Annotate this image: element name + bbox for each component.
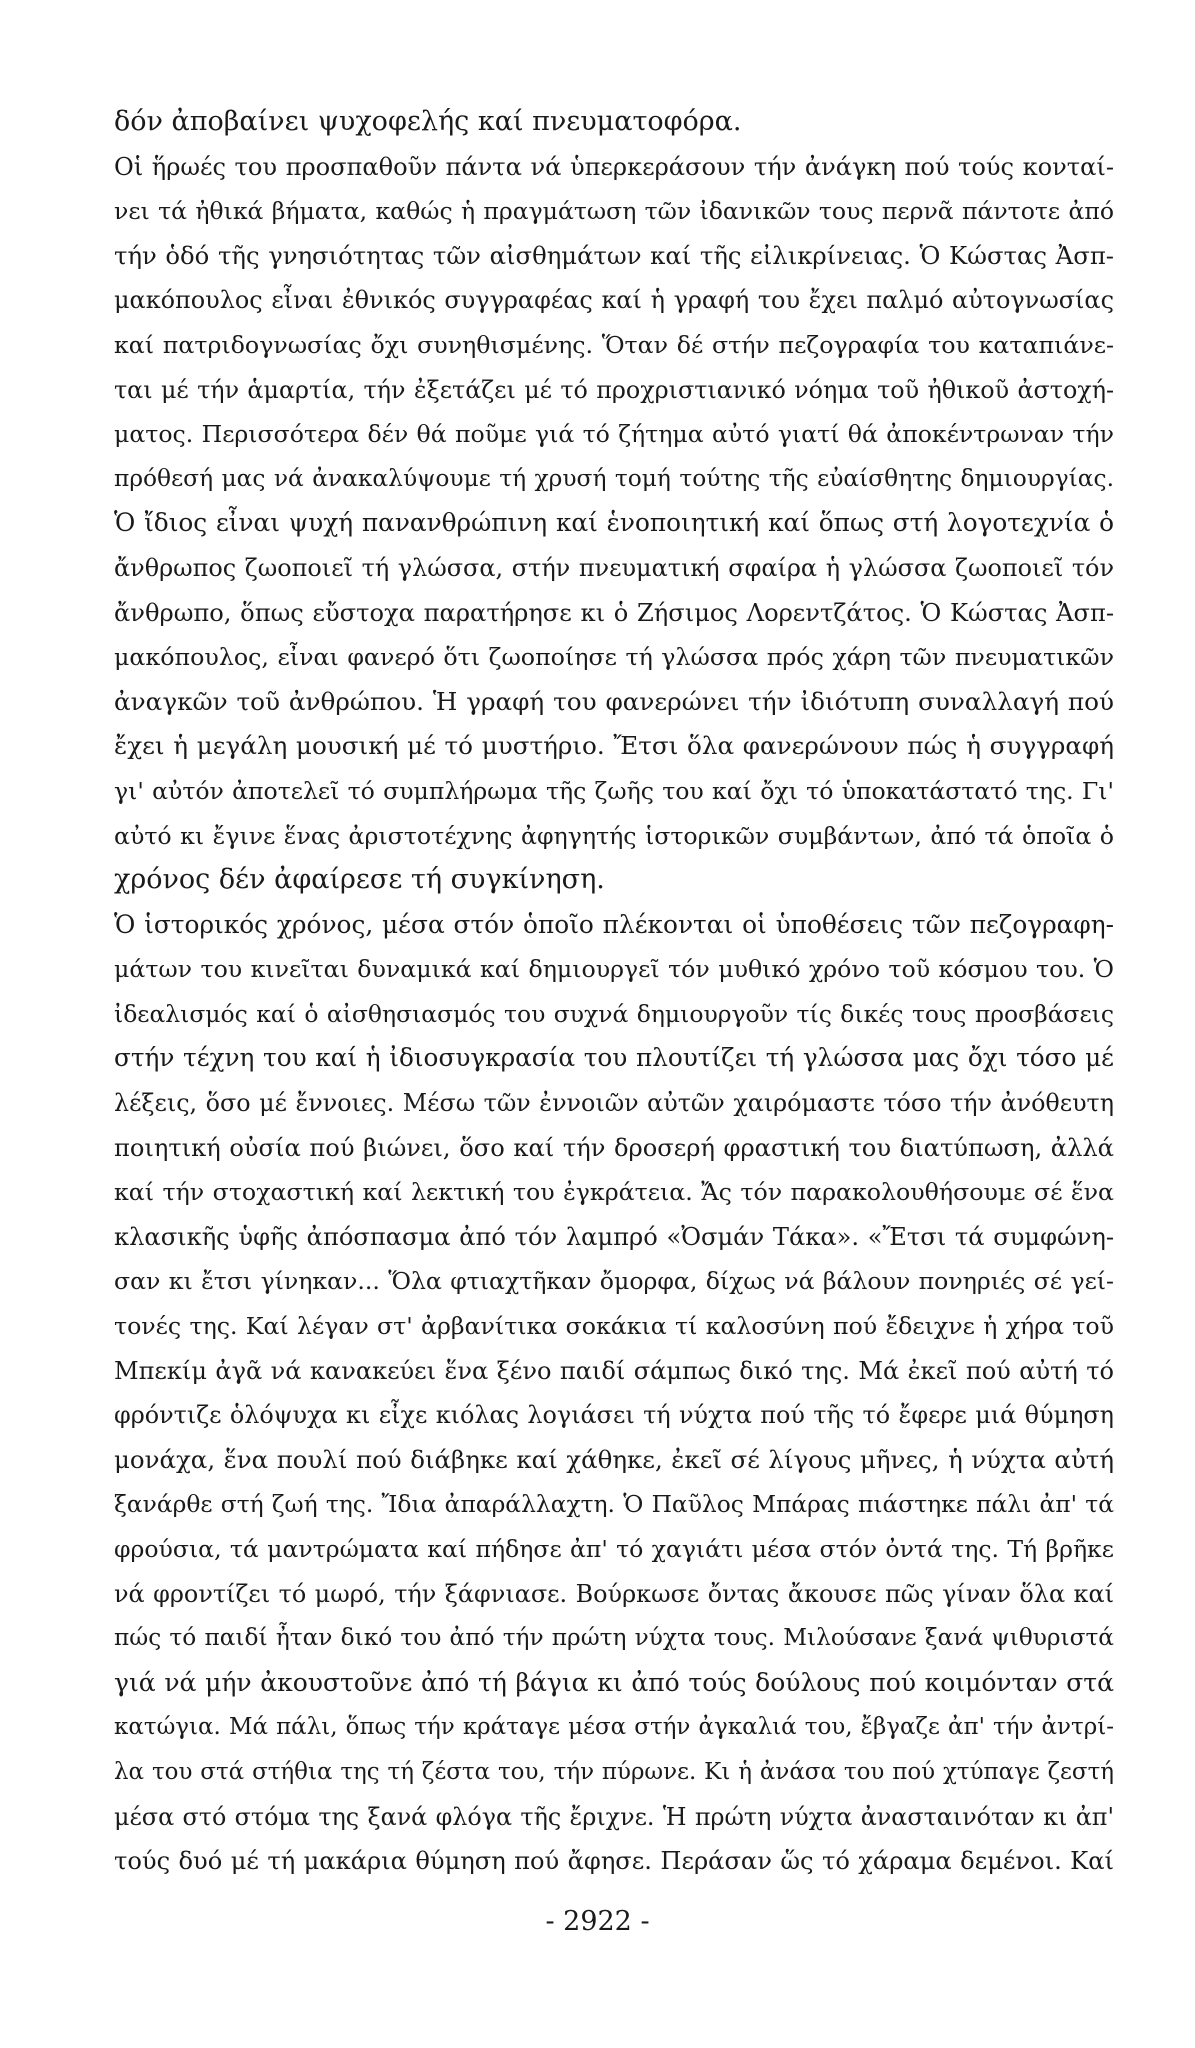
- text-line: τονές της. Καί λέγαν στ' ἀρβανίτικα σοκάκια τί καλοσύνη πού ἔδειχνε ἡ χήρα τοῦ: [114, 1312, 1114, 1341]
- text-line: ἔχει ἡ μεγάλη μουσική μέ τό μυστήριο. Ἔτσι ὅλα φανερώνουν πώς ἡ συγγραφή: [114, 731, 1114, 761]
- text-line: νά φροντίζει τό μωρό, τήν ξάφνιασε. Βούρκωσε ὄντας ἄκουσε πῶς γίναν ὅλα καί: [114, 1579, 1114, 1608]
- text-line: μέσα στό στόμα της ξανά φλόγα τῆς ἔριχνε. Ἡ πρώτη νύχτα ἀνασταινόταν κι ἀπ': [114, 1802, 1114, 1831]
- text-line: ἄνθρωπος ζωοποιεῖ τή γλώσσα, στήν πνευματική σφαίρα ἡ γλώσσα ζωοποιεῖ τόν: [114, 553, 1114, 582]
- text-line: χρόνος δέν ἀφαίρεσε τή συγκίνηση.: [114, 864, 605, 896]
- body-text: [114, 100, 1114, 1884]
- text-line: Μπεκίμ ἀγᾶ νά κανακεύει ἕνα ξένο παιδί σάμπως δικό της. Μά ἐκεῖ πού αὐτή τό: [114, 1356, 1114, 1385]
- text-line: νει τά ἠθικά βήματα, καθώς ἡ πραγμάτωση τῶν ἰδανικῶν τους περνᾶ πάντοτε ἀπό: [114, 197, 1114, 226]
- text-line: στήν τέχνη του καί ἡ ἰδιοσυγκρασία του πλουτίζει τή γλώσσα μας ὄχι τόσο μέ: [114, 1043, 1114, 1073]
- page-number: - 2922 -: [545, 1906, 650, 1937]
- text-line: ἰδεαλισμός καί ὁ αἰσθησιασμός του συχνά δημιουργοῦν τίς δικές τους προσβάσεις: [114, 999, 1114, 1028]
- text-line: πώς τό παιδί ἦταν δικό του ἀπό τήν πρώτη νύχτα τους. Μιλούσανε ξανά ψιθυριστά: [114, 1624, 1114, 1652]
- text-line: γι' αὐτόν ἀποτελεῖ τό συμπλήρωμα τῆς ζωῆς του καί ὄχι τό ὑποκατάστατό της. Γι': [114, 776, 1114, 805]
- text-line: ἄνθρωπο, ὅπως εὔστοχα παρατήρησε κι ὁ Ζήσιμος Λορεντζάτος. Ὁ Κώστας Ἀσπ-: [114, 598, 1114, 627]
- text-line: σαν κι ἔτσι γίνηκαν... Ὅλα φτιαχτῆκαν ὄμορφα, δίχως νά βάλουν πονηριές σέ γεί-: [114, 1267, 1114, 1296]
- text-line: κλασικῆς ὑφῆς ἀπόσπασμα ἀπό τόν λαμπρό «Ὀσμάν Τάκα». «Ἔτσι τά συμφώνη-: [114, 1222, 1114, 1251]
- text-line: ἀναγκῶν τοῦ ἀνθρώπου. Ἡ γραφή του φανερώνει τήν ἰδιότυπη συναλλαγή πού: [114, 686, 1114, 716]
- text-line: Ὁ ἱστορικός χρόνος, μέσα στόν ὁποῖο πλέκονται οἱ ὑποθέσεις τῶν πεζογραφη-: [114, 909, 1114, 939]
- text-line: μάτων του κινεῖται δυναμικά καί δημιουργεῖ τόν μυθικό χρόνο τοῦ κόσμου του. Ὁ: [114, 955, 1114, 984]
- text-line: αὐτό κι ἔγινε ἕνας ἀριστοτέχνης ἀφηγητής ἱστορικῶν συμβάντων, ἀπό τά ὁποῖα ὁ: [114, 821, 1114, 850]
- text-line: δόν ἀποβαίνει ψυχοφελής καί πνευματοφόρα.: [114, 106, 742, 137]
- text-line: πρόθεσή μας νά ἀνακαλύψουμε τή χρυσή τομή τούτης τῆς εὐαίσθητης δημιουργίας.: [114, 464, 1114, 492]
- text-line: καί πατριδογνωσίας ὄχι συνηθισμένης. Ὅταν δέ στήν πεζογραφία του καταπιάνε-: [114, 330, 1114, 359]
- text-line: φρόντιζε ὁλόψυχα κι εἶχε κιόλας λογιάσει τή νύχτα πού τῆς τό ἔφερε μιά θύμηση: [114, 1401, 1114, 1430]
- text-line: ται μέ τήν ἁμαρτία, τήν ἐξετάζει μέ τό προχριστιανικό νόημα τοῦ ἠθικοῦ ἀστοχή-: [114, 375, 1114, 404]
- text-line: ποιητική οὐσία πού βιώνει, ὅσο καί τήν δροσερή φραστική του διατύπωση, ἀλλά: [114, 1133, 1114, 1162]
- text-line: γιά νά μήν ἀκουστοῦνε ἀπό τή βάγια κι ἀπό τούς δούλους πού κοιμόνταν στά: [114, 1667, 1114, 1697]
- text-line: τήν ὁδό τῆς γνησιότητας τῶν αἰσθημάτων καί τῆς εἰλικρίνειας. Ὁ Κώστας Ἀσπ-: [114, 240, 1114, 270]
- text-line: λα του στά στήθια της τή ζέστα του, τήν πύρωνε. Κι ἡ ἀνάσα του πού χτύπαγε ζεστή: [114, 1758, 1114, 1785]
- text-line: μακόπουλος εἶναι ἐθνικός συγγραφέας καί ἡ γραφή του ἔχει παλμό αὐτογνωσίας: [114, 286, 1114, 315]
- text-line: φρούσια, τά μαντρώματα καί πήδησε ἀπ' τό χαγιάτι μέσα στόν ὀντά της. Τή βρῆκε: [114, 1535, 1114, 1563]
- text-line: τούς δυό μέ τή μακάρια θύμηση πού ἄφησε. Περάσαν ὥς τό χάραμα δεμένοι. Καί: [114, 1847, 1114, 1876]
- text-line: λέξεις, ὅσο μέ ἔννοιες. Μέσω τῶν ἐννοιῶν αὐτῶν χαιρόμαστε τόσο τήν ἀνόθευτη: [114, 1089, 1114, 1118]
- text-line: κατώγια. Μά πάλι, ὅπως τήν κράταγε μέσα στήν ἀγκαλιά του, ἔβγαζε ἀπ' τήν ἀντρί-: [114, 1714, 1114, 1741]
- text-line: Οἱ ἥρωές του προσπαθοῦν πάντα νά ὑπερκεράσουν τήν ἀνάγκη πού τούς κονταί-: [114, 152, 1114, 181]
- text-line: μακόπουλος, εἶναι φανερό ὅτι ζωοποίησε τή γλώσσα πρός χάρη τῶν πνευματικῶν: [114, 643, 1114, 672]
- text-line: Ὁ ἴδιος εἶναι ψυχή πανανθρώπινη καί ἑνοποιητική καί ὅπως στή λογοτεχνία ὁ: [114, 508, 1114, 538]
- text-line: ξανάρθε στή ζωή της. Ἴδια ἀπαράλλαχτη. Ὁ Παῦλος Μπάρας πιάστηκε πάλι ἀπ' τά: [114, 1490, 1114, 1519]
- text-line: μονάχα, ἕνα πουλί πού διάβηκε καί χάθηκε, ἐκεῖ σέ λίγους μῆνες, ἡ νύχτα αὐτή: [114, 1444, 1114, 1474]
- text-line: ματος. Περισσότερα δέν θά ποῦμε γιά τό ζήτημα αὐτό γιατί θά ἀποκέντρωναν τήν: [114, 420, 1114, 449]
- text-line: καί τήν στοχαστική καί λεκτική του ἐγκράτεια. Ἄς τόν παρακολουθήσουμε σέ ἕνα: [114, 1178, 1114, 1207]
